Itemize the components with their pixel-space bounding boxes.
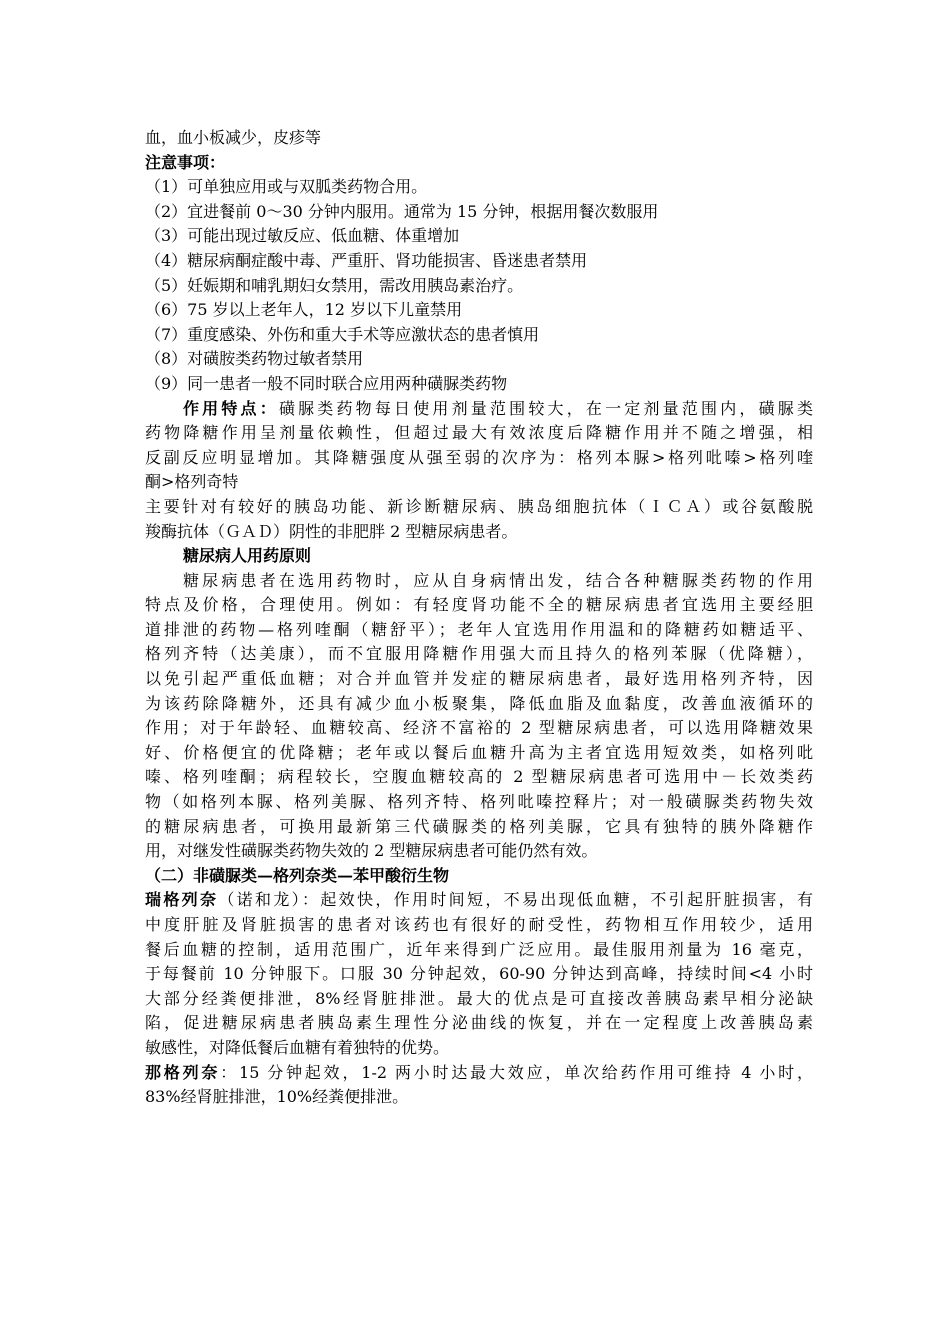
precaution-item: （4）糖尿病酮症酸中毒、严重肝、肾功能损害、昏迷患者禁用 <box>145 250 588 270</box>
features-line: 酮>格列奇特 <box>145 472 239 492</box>
intro-line: 血，血小板减少，皮疹等 <box>145 128 322 147</box>
features-label: 作用特点： <box>183 398 279 418</box>
repaglinide-line: 陷，促进糖尿病患者胰岛素生理性分泌曲线的恢复，并在一定程度上改善胰岛素 <box>145 1013 813 1033</box>
principles-line: 好、价格便宜的优降糖；老年或以餐后血糖升高为主者宜选用短效类，如格列吡 <box>145 742 813 762</box>
principles-line: 作用；对于年龄轻、血糖较高、经济不富裕的 2 型糖尿病患者，可以选用降糖效果 <box>145 718 813 738</box>
repaglinide-line: 大部分经粪便排泄，8%经肾脏排泄。最大的优点是可直接改善胰岛素早相分泌缺 <box>145 988 813 1008</box>
features-line: 药物降糖作用呈剂量依赖性，但超过最大有效浓度后降糖作用并不随之增强，相 <box>145 423 813 443</box>
precaution-item: （8）对磺胺类药物过敏者禁用 <box>145 349 364 369</box>
principles-line: 特点及价格，合理使用。例如：有轻度肾功能不全的糖尿病患者宜选用主要经胆 <box>145 595 813 615</box>
repaglinide-name: 瑞格列奈 <box>145 890 219 910</box>
nateglinide-name: 那格列奈 <box>145 1062 221 1082</box>
nateglinide-text: ：15 分钟起效，1-2 两小时达最大效应，单次给药作用可维持 4 小时， <box>220 1062 813 1082</box>
indication-line: 主要针对有较好的胰岛功能、新诊断糖尿病、胰岛细胞抗体（ＩＣＡ）或谷氨酸脱 <box>145 496 813 516</box>
principles-line: 为该药除降糖外，还具有减少血小板聚集，降低血脂及血黏度，改善血液循环的 <box>145 693 813 713</box>
precaution-item: （5）妊娠期和哺乳期妇女禁用，需改用胰岛素治疗。 <box>145 275 524 295</box>
indication-line: 羧酶抗体（ＧＡＤ）阴性的非肥胖 2 型糖尿病患者。 <box>145 521 518 541</box>
precaution-item: （3）可能出现过敏反应、低血糖、体重增加 <box>145 226 460 246</box>
principles-line: 糖尿病患者在选用药物时，应从自身病情出发，结合各种糖脲类药物的作用 <box>183 570 813 590</box>
repaglinide-line: 中度肝脏及肾脏损害的患者对该药也有很好的耐受性，药物相互作用较少，适用 <box>145 915 813 934</box>
precaution-item: （9）同一患者一般不同时联合应用两种磺脲类药物 <box>145 373 508 393</box>
principles-line: 物（如格列本脲、格列美脲、格列齐特、格列吡嗪控释片；对一般磺脲类药物失效 <box>145 792 813 812</box>
principles-line: 的糖尿病患者，可换用最新第三代磺脲类的格列美脲，它具有独特的胰外降糖作 <box>145 816 813 836</box>
repaglinide-line: 于每餐前 10 分钟服下。口服 30 分钟起效，60-90 分钟达到高峰，持续时间<4 小时 <box>145 964 813 984</box>
repaglinide-text: （诺和龙）：起效快，作用时间短，不易出现低血糖，不引起肝脏损害，有 <box>218 890 813 910</box>
precautions-heading: 注意事项： <box>145 152 226 172</box>
features-line: 反副反应明显增加。其降糖强度从强至弱的次序为：格列本脲>格列吡嗪>格列喹 <box>145 447 813 467</box>
principles-heading: 糖尿病人用药原则 <box>183 546 312 566</box>
principles-line: 道排泄的药物—格列喹酮（糖舒平）；老年人宜选用作用温和的降糖药如糖适平、 <box>145 619 813 639</box>
precaution-item: （7）重度感染、外伤和重大手术等应激状态的患者慎用 <box>145 324 540 344</box>
repaglinide-line: 餐后血糖的控制，适用范围广，近年来得到广泛应用。最佳服用剂量为 16 毫克， <box>145 939 813 959</box>
precaution-item: （2）宜进餐前 0～30 分钟内服用。通常为 15 分钟，根据用餐次数服用 <box>145 201 659 221</box>
principles-line: 用，对继发性磺脲类药物失效的 2 型糖尿病患者可能仍然有效。 <box>145 841 598 861</box>
features-first-line <box>145 397 813 422</box>
section-two-heading: （二）非磺脲类—格列奈类—苯甲酸衍生物 <box>145 865 450 885</box>
precaution-item: （6）75 岁以上老年人，12 岁以下儿童禁用 <box>145 300 463 320</box>
nateglinide-first-line <box>145 1061 813 1086</box>
document-page <box>145 126 813 1110</box>
principles-line: 嗪、格列喹酮；病程较长，空腹血糖较高的 2 型糖尿病患者可选用中－长效类药 <box>145 767 813 787</box>
principles-line: 以免引起严重低血糖；对合并血管并发症的糖尿病患者，最好选用格列齐特，因 <box>145 669 813 689</box>
principles-line: 格列齐特（达美康），而不宜服用降糖作用强大而且持久的格列苯脲（优降糖）， <box>145 644 813 664</box>
repaglinide-first-line <box>145 888 813 913</box>
nateglinide-line: 83%经肾脏排泄，10%经粪便排泄。 <box>145 1087 409 1107</box>
precaution-item: （1）可单独应用或与双胍类药物合用。 <box>145 177 428 197</box>
features-text: 磺脲类药物每日使用剂量范围较大，在一定剂量范围内，磺脲类 <box>278 398 813 418</box>
repaglinide-line: 敏感性，对降低餐后血糖有着独特的优势。 <box>145 1037 450 1057</box>
